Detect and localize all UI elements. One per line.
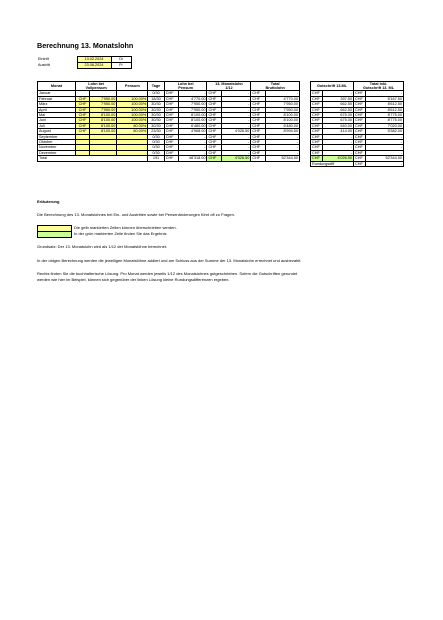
rundung-label: Rundungsdiff [311, 161, 354, 166]
currency-cell: CHF [251, 113, 265, 118]
currency-cell: CHF [354, 161, 366, 166]
currency-cell: CHF [311, 96, 323, 101]
total-cell: 7'950.00 [265, 107, 299, 112]
monatslohn-cell: - [221, 107, 251, 112]
gutschrift-cell: 414.00 [323, 129, 354, 134]
month-cell: März [38, 102, 76, 107]
pensum-cell[interactable]: 100.00% [117, 107, 148, 112]
explanation-intro: Die Berechnung des 13. Monatslohnes bei Ein- und Austritten sowie bei Pensenänderungen führt oft zu Fragen. [37, 212, 235, 217]
currency-cell: CHF [164, 113, 178, 118]
total-cell: - [265, 134, 299, 139]
currency-cell: CHF [164, 156, 178, 161]
total-cell: 8'994.50 [265, 129, 299, 134]
lohn-pensum-cell: 7'950.00 [179, 102, 207, 107]
tage-cell: 30/30 [148, 102, 165, 107]
currency-cell: CHF [164, 150, 178, 155]
currency-cell[interactable]: CHF [75, 102, 89, 107]
legend-green-text: In der grün markierten Zelle finden Sie das Ergebnis [74, 231, 167, 236]
tage-cell: 23/30 [148, 129, 165, 134]
header-pensum: Pensum [117, 82, 148, 91]
page-title: Berechnung 13. Monatslohn [37, 41, 134, 50]
total-inkl-cell: 5'167.50 [366, 96, 404, 101]
monatslohn-cell: - [221, 140, 251, 145]
month-cell: April [38, 107, 76, 112]
currency-cell: CHF [311, 113, 323, 118]
tage-cell: 0/30 [148, 140, 165, 145]
gutschrift-cell: 675.00 [323, 113, 354, 118]
tage-cell: 18/30 [148, 96, 165, 101]
currency-cell[interactable]: CHF [75, 123, 89, 128]
gutschrift-cell: 675.00 [323, 118, 354, 123]
currency-cell[interactable]: CHF [75, 107, 89, 112]
gutschrift-cell: 397.50 [323, 96, 354, 101]
gutschrift-cell: 540.00 [323, 123, 354, 128]
result-monatslohn-cell: 4'026.50 [221, 156, 251, 161]
monatslohn-cell: - [221, 102, 251, 107]
vollpensum-cell[interactable]: 7'950.00 [90, 96, 117, 101]
monatslohn-table [37, 81, 300, 162]
explanation-para1: In der obigen Berechnung werden die jeweiligen Monatslöhne addiert und am Schluss aus der Summe der 13. Monatslohn errechnet und ausbezahlt. [37, 258, 302, 263]
header-total-2: Bruttolohn [251, 86, 300, 91]
currency-cell: CHF [354, 102, 366, 107]
currency-cell: CHF [207, 123, 221, 128]
header-monatslohn-1: 13. Monatslohn [207, 82, 251, 87]
total-cell: - [265, 150, 299, 155]
monatslohn-cell: - [221, 123, 251, 128]
currency-cell: CHF [354, 91, 366, 96]
currency-cell: CHF [164, 107, 178, 112]
currency-cell[interactable]: CHF [75, 113, 89, 118]
currency-cell: CHF [354, 145, 366, 150]
total-cell: - [265, 140, 299, 145]
tage-cell: 0/30 [148, 91, 165, 96]
tage-cell: 30/30 [148, 107, 165, 112]
total-inkl-cell: 8'775.00 [366, 113, 404, 118]
monatslohn-cell: - [221, 91, 251, 96]
currency-cell: CHF [251, 102, 265, 107]
vollpensum-cell[interactable]: 8'100.00 [90, 129, 117, 134]
currency-cell: CHF [251, 156, 265, 161]
pensum-cell[interactable]: 100.00% [117, 96, 148, 101]
header-vollpensum: Vollpensum [75, 86, 116, 91]
pensum-cell[interactable]: 100.00% [117, 118, 148, 123]
total-inkl-cell: - [366, 134, 404, 139]
total-cell: 7'950.00 [265, 102, 299, 107]
currency-cell: CHF [311, 150, 323, 155]
total-inkl-sum-cell: 52'344.50 [366, 156, 404, 161]
header-gutschrift: Gutschrift 13.ML [311, 82, 354, 91]
currency-cell: CHF [164, 91, 178, 96]
total-inkl-cell: - [366, 145, 404, 150]
header-tage: Tage [148, 82, 165, 91]
lohn-pensum-cell: - [179, 145, 207, 150]
currency-cell: CHF [354, 129, 366, 134]
total-inkl-cell: - [366, 91, 404, 96]
currency-cell: CHF [164, 140, 178, 145]
pensum-cell[interactable]: 80.00% [117, 129, 148, 134]
dates-table [37, 56, 132, 69]
pensum-cell[interactable]: 100.00% [117, 113, 148, 118]
total-gutschrift-cell: 4'026.50 [323, 156, 354, 161]
currency-cell: CHF [251, 134, 265, 139]
currency-cell: CHF [207, 118, 221, 123]
total-inkl-cell: 8'612.50 [366, 107, 404, 112]
monatslohn-cell: - [221, 145, 251, 150]
tage-cell: 30/30 [148, 123, 165, 128]
currency-cell: CHF [251, 96, 265, 101]
month-cell: November [38, 145, 76, 150]
lohn-pensum-cell: 8'100.00 [179, 113, 207, 118]
month-cell: Oktober [38, 140, 76, 145]
currency-cell: CHF [354, 113, 366, 118]
currency-cell: CHF [311, 107, 323, 112]
austritt-day: Fr [111, 63, 131, 69]
currency-cell: CHF [311, 140, 323, 145]
header-total-inkl-1: Total inkl. [354, 82, 404, 87]
total-row [38, 156, 300, 161]
header-monatslohn-2: 1/12 [207, 86, 251, 91]
currency-cell: CHF [207, 91, 221, 96]
total-cell: 4'770.00 [265, 96, 299, 101]
explanation-heading: Erläuterung [37, 199, 60, 204]
lohn-pensum-cell: - [179, 134, 207, 139]
currency-cell: CHF [251, 118, 265, 123]
currency-cell: CHF [164, 102, 178, 107]
currency-cell: CHF [354, 140, 366, 145]
gutschrift-cell: - [323, 145, 354, 150]
currency-cell: CHF [164, 123, 178, 128]
currency-cell[interactable]: CHF [75, 96, 89, 101]
monatslohn-cell: - [221, 118, 251, 123]
month-cell: August [38, 129, 76, 134]
vollpensum-cell[interactable]: 8'100.00 [90, 123, 117, 128]
header-monat: Monat [38, 82, 76, 91]
legend-yellow-text: Die gelb markierten Zellen können überschrieben werden. [74, 225, 177, 230]
currency-cell: CHF [311, 118, 323, 123]
currency-cell: CHF [354, 107, 366, 112]
currency-cell: CHF [311, 134, 323, 139]
total-brutto-cell: 52'344.50 [265, 156, 299, 161]
eintritt-day: Di [111, 57, 131, 63]
currency-cell: CHF [251, 140, 265, 145]
total-inkl-cell: 5'382.00 [366, 129, 404, 134]
currency-cell: CHF [251, 145, 265, 150]
currency-cell: CHF [207, 102, 221, 107]
header-total-inkl-2: Gutschrift 13. ML [354, 86, 404, 91]
header-total-1: Total [251, 82, 300, 87]
gutschrift-cell: 662.50 [323, 107, 354, 112]
total-inkl-cell: - [366, 150, 404, 155]
lohn-pensum-cell: 8'100.00 [179, 118, 207, 123]
total-inkl-cell: 7'020.00 [366, 123, 404, 128]
currency-cell: CHF [164, 134, 178, 139]
rundung-row [311, 161, 404, 166]
legend-green-swatch [37, 231, 72, 238]
gutschrift-cell: - [323, 150, 354, 155]
currency-cell: CHF [311, 156, 323, 161]
currency-cell: CHF [207, 140, 221, 145]
monatslohn-cell: - [221, 150, 251, 155]
currency-cell: CHF [354, 134, 366, 139]
tage-cell: 30/30 [148, 118, 165, 123]
tage-cell: 0/30 [148, 134, 165, 139]
lohn-pensum-cell: 7'950.00 [179, 107, 207, 112]
total-lohn-pensum-cell: 48'318.00 [179, 156, 207, 161]
currency-cell: CHF [207, 96, 221, 101]
gutschrift-cell: - [323, 91, 354, 96]
lohn-pensum-cell: - [179, 140, 207, 145]
pensum-cell[interactable]: 80.00% [117, 123, 148, 128]
tage-cell: 30/30 [148, 113, 165, 118]
month-cell: Dezember [38, 150, 76, 155]
austritt-label: Austritt [38, 63, 50, 68]
currency-cell: CHF [251, 91, 265, 96]
total-cell: 8'100.00 [265, 118, 299, 123]
month-cell: Februar [38, 96, 76, 101]
month-cell: September [38, 134, 76, 139]
rundung-value: - [366, 161, 404, 166]
eintritt-label: Eintritt [38, 57, 49, 62]
lohn-pensum-cell: 4'968.00 [179, 129, 207, 134]
currency-cell: CHF [251, 150, 265, 155]
total-cell: 6'480.00 [265, 123, 299, 128]
vollpensum-cell[interactable]: 8'100.00 [90, 113, 117, 118]
total-inkl-cell: - [366, 140, 404, 145]
currency-cell: CHF [207, 129, 221, 134]
currency-cell: CHF [354, 123, 366, 128]
currency-cell: CHF [311, 102, 323, 107]
vollpensum-cell[interactable]: 7'950.00 [90, 102, 117, 107]
gutschrift-cell: - [323, 134, 354, 139]
total-tage-cell: 191 [148, 156, 165, 161]
header-lohn-bei-pensum-2: Pensum [164, 86, 207, 91]
currency-cell: CHF [207, 150, 221, 155]
currency-cell: CHF [311, 145, 323, 150]
currency-cell: CHF [251, 129, 265, 134]
vollpensum-cell[interactable]: 8'100.00 [90, 118, 117, 123]
month-cell: Juni [38, 118, 76, 123]
header-lohn-bei: Lohn bei [75, 82, 116, 87]
lohn-pensum-cell: - [179, 91, 207, 96]
total-inkl-cell: 8'612.50 [366, 102, 404, 107]
currency-cell: CHF [207, 134, 221, 139]
currency-cell[interactable]: CHF [75, 118, 89, 123]
explanation-para2-line2: werden wie hier im Beispiel, können sich gegenüber der linken Lösung kleine Rundungsdifferenzen ergeben. [37, 277, 230, 282]
total-cell: 8'100.00 [265, 113, 299, 118]
currency-cell: CHF [354, 156, 366, 161]
currency-cell: CHF [207, 156, 221, 161]
total-inkl-cell: 8'775.00 [366, 118, 404, 123]
tage-cell: 0/30 [148, 150, 165, 155]
pensum-cell[interactable]: 100.00% [117, 102, 148, 107]
monatslohn-cell: - [221, 134, 251, 139]
currency-cell: CHF [164, 118, 178, 123]
currency-cell: CHF [354, 118, 366, 123]
currency-cell: CHF [251, 107, 265, 112]
austritt-row [37, 63, 131, 69]
currency-cell: CHF [311, 91, 323, 96]
gutschrift-table [310, 81, 404, 167]
tage-cell: 0/30 [148, 145, 165, 150]
currency-cell: CHF [164, 145, 178, 150]
total-cell: - [265, 91, 299, 96]
eintritt-date-field[interactable]: 13.02.2024 [77, 57, 111, 63]
currency-cell: CHF [354, 150, 366, 155]
lohn-pensum-cell: - [179, 150, 207, 155]
monatslohn-cell: - [221, 113, 251, 118]
lohn-pensum-cell: 6'480.00 [179, 123, 207, 128]
currency-cell: CHF [207, 145, 221, 150]
explanation-para2-line1: Rechts finden Sie die buchhalterische Lösung. Pro Monat werden jeweils 1/12 des Monatslohnes gutgeschrieben. Sofern die Gutschriften gerundet [37, 271, 298, 276]
vollpensum-cell[interactable]: 7'950.00 [90, 107, 117, 112]
currency-cell: CHF [164, 129, 178, 134]
month-cell: Januar [38, 91, 76, 96]
gutschrift-cell: - [323, 140, 354, 145]
gutschrift-cell: 662.50 [323, 102, 354, 107]
monatslohn-cell: - [221, 96, 251, 101]
total-label: Total [38, 156, 148, 161]
header-lohn-bei-pensum-1: Lohn bei [164, 82, 207, 87]
currency-cell: CHF [311, 123, 323, 128]
currency-cell: CHF [311, 129, 323, 134]
monatslohn-cell: 4'026.50 [221, 129, 251, 134]
month-cell: Mai [38, 113, 76, 118]
currency-cell: CHF [251, 123, 265, 128]
month-cell: Juli [38, 123, 76, 128]
currency-cell: CHF [354, 96, 366, 101]
currency-cell: CHF [164, 96, 178, 101]
currency-cell[interactable]: CHF [75, 129, 89, 134]
austritt-date-field[interactable]: 23.08.2024 [77, 63, 111, 69]
total-cell: - [265, 145, 299, 150]
explanation-grundsatz: Grundsatz: Der 13. Monatslohn wird als 1/12 der Monatslöhne berechnet. [37, 244, 168, 249]
currency-cell: CHF [207, 113, 221, 118]
lohn-pensum-cell: 4'770.00 [179, 96, 207, 101]
currency-cell: CHF [207, 107, 221, 112]
